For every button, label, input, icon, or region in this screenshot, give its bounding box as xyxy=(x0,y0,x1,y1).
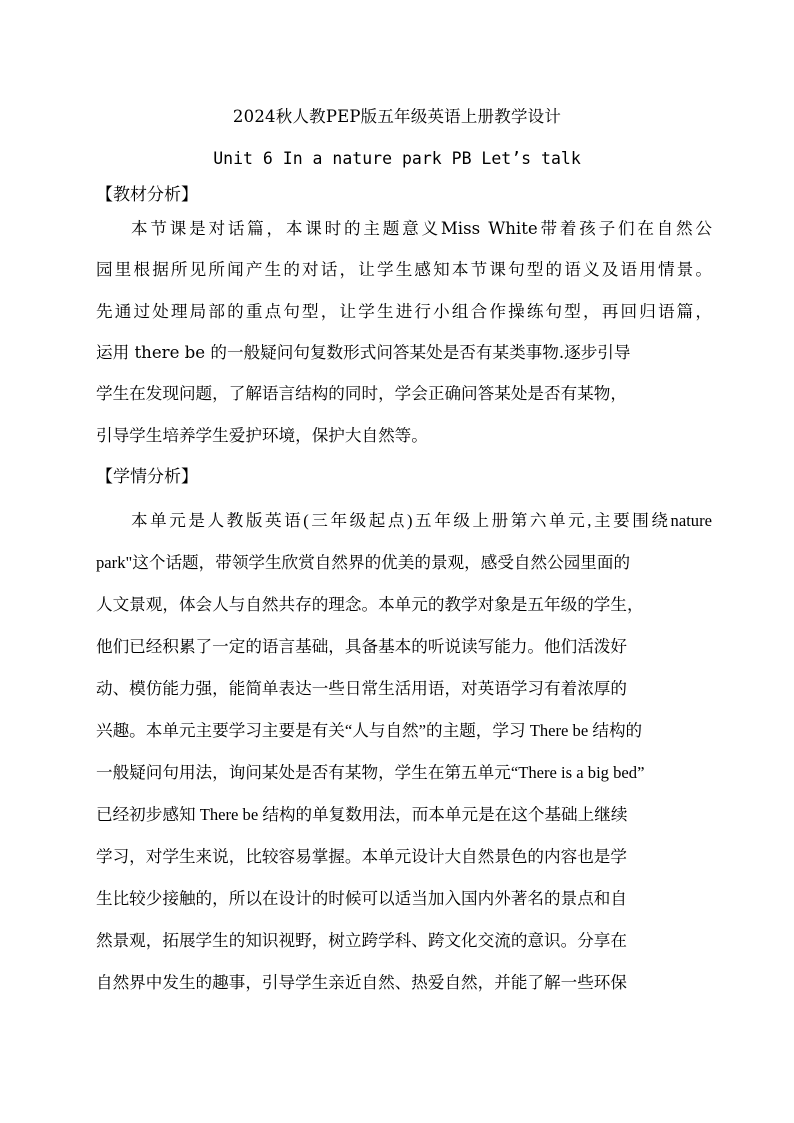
paragraph-line: 引导学生培养学生爱护环境，保护大自然等。 xyxy=(96,426,428,445)
paragraph-line: 然景观，拓展学生的知识视野，树立跨学科、跨文化交流的意识。分享在 xyxy=(96,931,627,950)
paragraph-line: 先通过处理局部的重点句型，让学生进行小组合作操练句型，再回归语篇， xyxy=(96,302,712,321)
paragraph-line: 学习，对学生来说，比较容易掌握。本单元设计大自然景色的内容也是学 xyxy=(96,847,627,866)
paragraph-line: park"这个话题，带领学生欣赏自然界的优美的景观，感受自然公园里面的 xyxy=(96,553,631,572)
paragraph-line: 一般疑问句用法，询问某处是否有某物，学生在第五单元“There is a big bed” xyxy=(96,763,645,782)
paragraph-line: 运用 there be 的一般疑问句复数形式问答某处是否有某类事物.逐步引导 xyxy=(96,343,631,362)
paragraph-line: 本单元是人教版英语(三年级起点)五年级上册第六单元,主要围绕nature xyxy=(131,511,712,530)
document-subtitle: Unit 6 In a nature park PB Let’s talk xyxy=(213,149,581,168)
paragraph-line: 自然界中发生的趣事，引导学生亲近自然、热爱自然，并能了解一些环保 xyxy=(96,973,627,992)
section-heading-student-analysis: 【学情分析】 xyxy=(96,467,198,487)
paragraph-line: 生比较少接触的，所以在设计的时候可以适当加入国内外著名的景点和自 xyxy=(96,889,627,908)
paragraph-line: 本节课是对话篇，本课时的主题意义Miss White带着孩子们在自然公 xyxy=(131,219,712,238)
paragraph-line: 他们已经积累了一定的语言基础，具备基本的听说读写能力。他们活泼好 xyxy=(96,637,627,656)
paragraph-line: 学生在发现问题，了解语言结构的同时，学会正确问答某处是否有某物， xyxy=(96,384,627,403)
paragraph-line: 兴趣。本单元主要学习主要是有关“人与自然”的主题，学习 There be 结构的 xyxy=(96,721,643,740)
document-title: 2024秋人教PEP版五年级英语上册教学设计 xyxy=(232,107,562,126)
paragraph-line: 动、模仿能力强，能简单表达一些日常生活用语，对英语学习有着浓厚的 xyxy=(96,679,627,698)
paragraph-line: 人文景观，体会人与自然共存的理念。本单元的教学对象是五年级的学生， xyxy=(96,595,644,614)
section-heading-textbook-analysis: 【教材分析】 xyxy=(96,185,198,205)
paragraph-line: 园里根据所见所闻产生的对话，让学生感知本节课句型的语义及语用情景。 xyxy=(96,260,712,279)
paragraph-line: 已经初步感知 There be 结构的单复数用法，而本单元是在这个基础上继续 xyxy=(96,805,628,824)
